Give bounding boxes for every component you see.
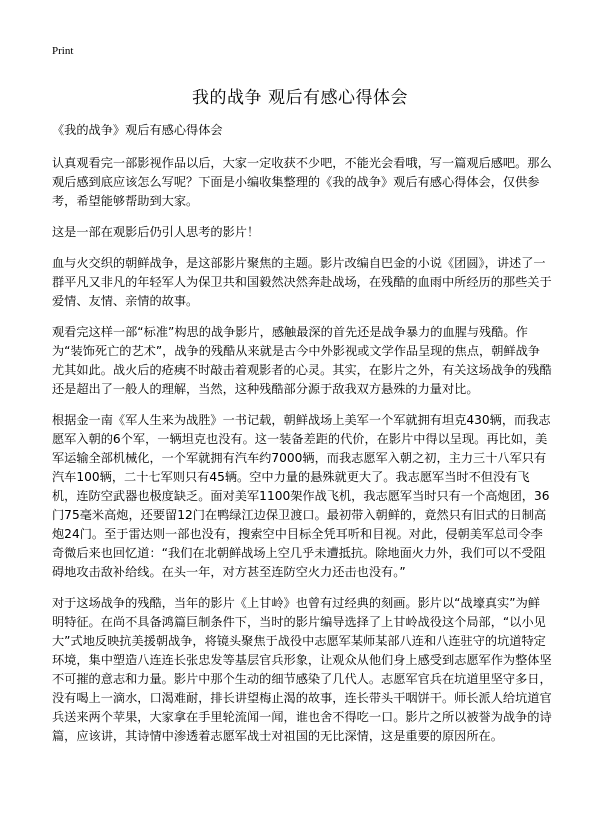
paragraph-theme: 血与火交织的朝鲜战争，是这部影片聚焦的主题。影片改编自巴金的小说《团圆》，讲述了一群平凡又非凡的年轻军人为保卫共和国毅然决然奔赴战场，在残酷的血雨中所经历的那些关于爱情、友情、亲情的故事。 [52,256,552,308]
paragraph-shangganling: 对于这场战争的残酷，当年的影片《上甘岭》也曾有过经典的刻画。影片以“战壕真实”为鲜明特征。在尚不具备鸿篇巨制条件下，当时的影片编导选择了上甘岭战役这个局部，“以小见大”式地反映抗美援朝战争，将镜头聚焦于战役中志愿军某师某部八连和八连驻守的坑道特定环境，集中塑造八连连长张忠发等基层官兵形象，让观众从他们身上感受到志愿军作为整体坚不可摧的意志和力量。影片中那个生动的细节感染了几代人。志愿军官兵在坑道里坚守多日，没有喝上一滴水，口渴难耐，排长讲望梅止渴的故事，连长带头干咽饼干。师长派人给坑道官兵送来两个苹果，大家拿在手里轮流闻一闻，谁也舍不得吃一口。影片之所以被誉为战争的诗篇，应该讲，其诗情中渗透着志愿军战士对祖国的无比深情，这是重要的原因所在。 [52,596,552,743]
print-link[interactable]: Print [52,45,74,57]
paragraph-cruelty: 观看完这样一部“标准”构思的战争影片，感触最深的首先还是战争暴力的血腥与残酷。作为“装饰死亡的艺术”，战争的残酷从来就是古今中外影视或文学作品呈现的焦点，朝鲜战争尤其如此。战火后的疮痍不时敲击着观影者的心灵。其实，在影片之外，有关这场战争的残酷还是超出了一般人的理解，当然，这种残酷部分源于敌我双方悬殊的力量对比。 [52,325,552,396]
article-subtitle: 《我的战争》观后有感心得体会 [52,123,223,137]
page-title: 我的战争 观后有感心得体会 [192,88,408,108]
paragraph-intro: 认真观看完一部影视作品以后，大家一定收获不少吧，不能光会看哦，写一篇观后感吧。那么观后感到底应该怎么写呢？下面是小编收集整理的《我的战争》观后有感心得体会，仅供参考，希望能够帮助到大家。 [52,156,552,208]
paragraph-equipment-gap: 根据金一南《军人生来为战胜》一书记载，朝鲜战场上美军一个军就拥有坦克430辆，而我志愿军入朝的6个军，一辆坦克也没有。这一装备差距的代价，在影片中得以呈现。再比如，美军运输全部机械化，一个军就拥有汽车约7000辆，而我志愿军入朝之初，主力三十八军只有汽车100辆，二十七军则只有45辆。空中力量的悬殊就更大了。我志愿军当时不但没有飞机，连防空武器也极度缺乏。面对美军1100架作战飞机，我志愿军当时只有一个高炮团，36门75毫米高炮，还要留12门在鸭绿江边保卫渡口。最初带入朝鲜的，竟然只有旧式的日制高炮24门。至于雷达则一部也没有，搜索空中目标全凭耳听和目视。对此，侵朝美军总司令李奇微后来也回忆道：“我们在北朝鲜战场上空几乎未遭抵抗。除地面火力外，我们可以不受阻碍地攻击敌补给线。在头一年，对方甚至连防空火力还击也没有。” [52,413,551,579]
article-body [52,121,552,758]
paragraph-hook: 这是一部在观影后仍引人思考的影片！ [52,225,260,239]
